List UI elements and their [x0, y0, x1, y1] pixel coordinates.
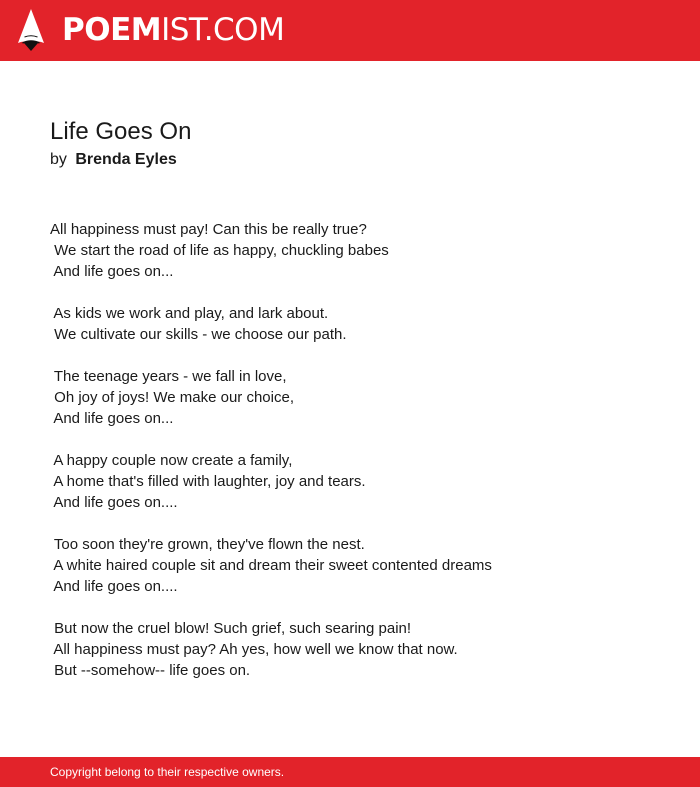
by-label: by — [50, 151, 67, 168]
poem-line: And life goes on... — [50, 263, 174, 280]
poem-line: Oh joy of joys! We make our choice, — [50, 389, 294, 406]
site-footer — [0, 757, 700, 787]
poem-title: Life Goes On — [50, 118, 192, 145]
logo-wordmark — [62, 9, 284, 51]
poem-line: And life goes on... — [50, 410, 174, 427]
poem-line — [50, 513, 650, 534]
poem-body — [50, 219, 650, 681]
poem-line: We cultivate our skills - we choose our path. — [50, 326, 347, 343]
site-logo-link[interactable] — [18, 9, 284, 51]
poem-line: A white haired couple sit and dream their sweet contented dreams — [50, 557, 492, 574]
byline — [50, 149, 650, 171]
poem-line: But --somehow-- life goes on. — [50, 662, 251, 679]
site-header — [0, 0, 700, 61]
copyright-text: Copyright belong to their respective owners. — [50, 765, 285, 779]
poem-line: The teenage years - we fall in love, — [50, 368, 287, 385]
poem-line: And life goes on.... — [50, 494, 178, 511]
logo-bold-text: POEM — [62, 12, 162, 48]
poem-line: All happiness must pay! Can this be really true? — [50, 221, 367, 238]
poem-line: But now the cruel blow! Such grief, such searing pain! — [50, 620, 412, 637]
poem-line: Too soon they're grown, they've flown the nest. — [50, 536, 365, 553]
poem-header — [50, 116, 650, 171]
poem-line — [50, 597, 650, 618]
author-name: Brenda Eyles — [75, 151, 177, 168]
poem-line: A happy couple now create a family, — [50, 452, 293, 469]
poem-line: And life goes on.... — [50, 578, 178, 595]
logo-light-text: IST.COM — [161, 12, 285, 48]
poem-line: As kids we work and play, and lark about. — [50, 305, 329, 322]
poem-line: All happiness must pay? Ah yes, how well we know that now. — [50, 641, 458, 658]
poem-line — [50, 282, 650, 303]
pencil-tip-icon — [18, 9, 44, 51]
poem-line: A home that's filled with laughter, joy and tears. — [50, 473, 366, 490]
poem-line — [50, 345, 650, 366]
poem-line: We start the road of life as happy, chuckling babes — [50, 242, 389, 259]
poem-line — [50, 429, 650, 450]
